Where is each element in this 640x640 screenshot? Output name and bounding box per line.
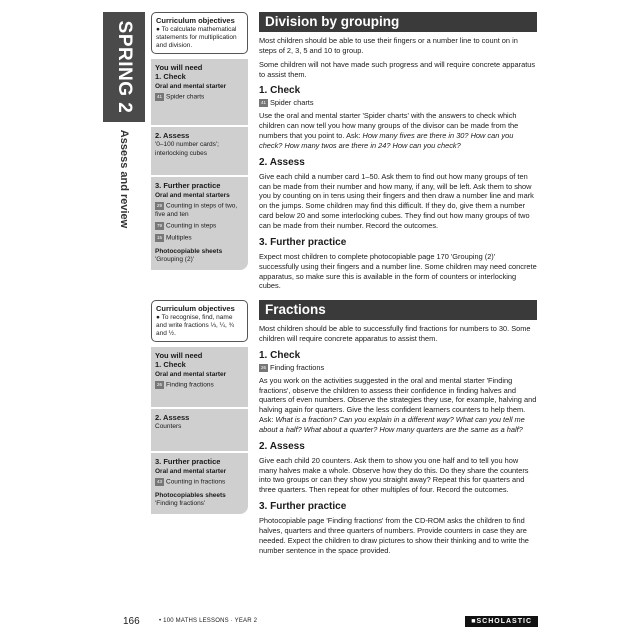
- check-heading: 1. Check: [259, 349, 301, 361]
- publisher-logo: ■SCHOLASTIC: [465, 616, 538, 627]
- starter-number-icon: 43: [156, 479, 162, 485]
- curriculum-objectives-box: Curriculum objectives ● To recognise, find, name and write fractions ⅓, ¼, ¾ and ½.: [151, 300, 248, 342]
- starter-number-icon: 26: [260, 364, 266, 370]
- further-practice-heading: 3. Further practice: [259, 236, 347, 248]
- lesson-2-content: Fractions Most children should be able to successfully find fractions for numbers to 30. Some children will require concrete apparatus to assist them. 1. Check 26 Finding fractions As you work on the activities suggested in the oral and mental starter 'Finding fractions', observe the children to assess their confidence in finding halves and quarters of even numbers. Observe the strategies they use, for example, halving and halving again for quarters. Give the less confident learners counters to help them. Ask: What is a fraction? Can you explain in a different way? What can you tell me about a half? What about a quarter? How many quarters are the same as a half? 2. Assess Give each child 20 counters. Ask them to show you one half and to tell you how many halves make a whole. Observe how they do this. Do they share the counters into two groups or can they show you straight away? Repeat this for quarters and three quarters. Then repeat for other multiples of four. Record the outcomes. 3. Further practice Photocopiable page 'Finding fractions' from the CD-ROM asks the children to find halves, quarters and three quarters of numbers. Provide counters in case they are needed. Expect the children to draw pictures to show their thinking and to write the number sentence in the space provided.: [259, 302, 537, 555]
- page-footer: [123, 616, 538, 630]
- starter-number-icon: 29: [156, 203, 162, 209]
- starter-item: 41 Spider charts: [156, 94, 205, 102]
- series-title: • 100 MATHS LESSONS · YEAR 2: [159, 618, 258, 624]
- starter-number-icon: 15: [156, 235, 162, 241]
- lesson-title: Fractions: [259, 300, 537, 320]
- lesson-1-content: Division by grouping Most children should be able to use their fingers or a number line to count on in steps of 2, 3, 5 and 10 to group. Some children will not have made such progress and will require concrete apparatus to assist them. 1. Check 41 Spider charts Use the oral and mental starter 'Spider charts' with the answers to check which children can now tell you how many groups of the divisor can be made from the numbers that you point to. Ask: How many fives are there in 30? How can you check? How many twos are there in 24? How can you check? 2. Assess Give each child a number card 1–50. Ask them to find out how many groups of ten can be made from their number and how many, if any, will be left. Ask them to show you by counting on in tens using their fingers and then draw a number line and mark on the jumps. Some children may find this difficult. If they do, give them a number card below 20 and some interlocking cubes. They find out how many groups of two can be made from their number. Record the outcomes. 3. Further practice Expect most children to complete photocopiable page 170 'Grouping (2)' successfully using their fingers and a number line. Some children may need concrete apparatus, so make sure this is available in the form of counters or interlocking cubes.: [259, 14, 537, 291]
- you-will-need-panel: You will need 1. Check Oral and mental starter 41 Spider charts 2. Assess '0–100 number cards'; interlocking cubes 3. Further practice Oral and mental starters 29 Counting in steps of two, five and ten 79 Counting in steps 15 Multiples Photocopiable sheets 'Grouping (2)': [151, 59, 248, 270]
- starter-number-icon: 41: [260, 100, 266, 106]
- starter-item: 15 Multiples: [156, 234, 192, 242]
- starter-item: 43 Counting in fractions: [156, 479, 226, 487]
- starter-number-icon: 26: [156, 382, 162, 388]
- assess-heading: 2. Assess: [259, 440, 305, 452]
- assess-heading: 2. Assess: [259, 156, 305, 168]
- starter-reference: 26 Finding fractions: [260, 362, 325, 372]
- check-heading: 1. Check: [259, 85, 301, 97]
- starter-item: 26 Finding fractions: [156, 382, 214, 390]
- lesson-title: Division by grouping: [259, 12, 537, 32]
- lesson-1-sidebar: [151, 12, 248, 270]
- starter-item: 79 Counting in steps: [156, 223, 217, 231]
- starter-item: 29 Counting in steps of two, five and ten: [155, 203, 238, 219]
- lesson-2-sidebar: [151, 300, 248, 514]
- term-label: SPRING 2: [114, 20, 135, 114]
- page-number: 166: [123, 616, 140, 627]
- starter-reference: 41 Spider charts: [260, 98, 314, 108]
- starter-number-icon: 41: [156, 94, 162, 100]
- curriculum-objectives-box: Curriculum objectives ● To calculate mathematical statements for multiplication and division.: [151, 12, 248, 54]
- starter-number-icon: 79: [156, 223, 162, 229]
- you-will-need-panel: You will need 1. Check Oral and mental starter 26 Finding fractions 2. Assess Counters 3. Further practice Oral and mental starter 43 Counting in fractions Photocopiables sheets 'Finding fractions': [151, 347, 248, 514]
- section-label: Assess and review: [118, 129, 130, 229]
- further-practice-heading: 3. Further practice: [259, 501, 347, 513]
